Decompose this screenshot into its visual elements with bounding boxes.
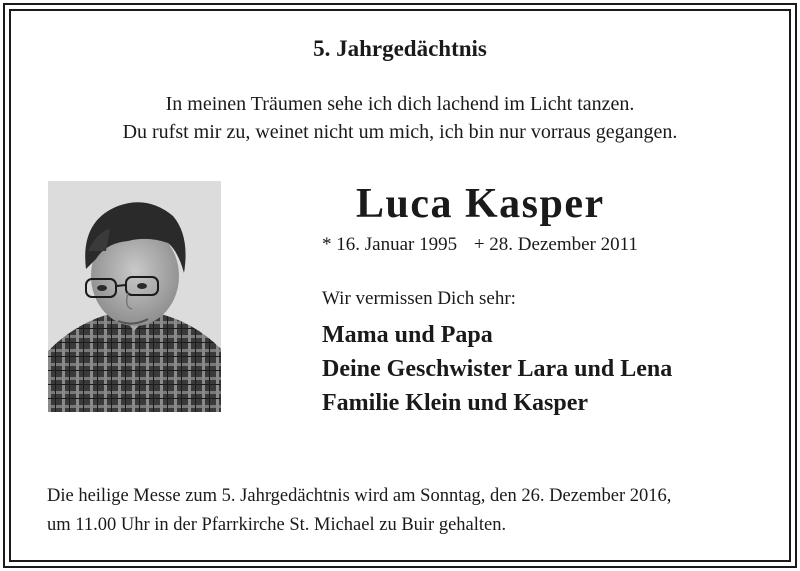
- verse-line: Du rufst mir zu, weinet nicht um mich, ich bin nur vorraus gegangen.: [122, 121, 678, 143]
- death-date: + 28. Dezember 2011: [473, 234, 638, 255]
- mourners-intro: Wir vermissen Dich sehr:: [322, 288, 516, 309]
- memorial-verse: [0, 90, 800, 146]
- birth-date: * 16. Januar 1995: [322, 234, 458, 255]
- mourner-line: Deine Geschwister Lara und Lena: [322, 356, 673, 382]
- mourners-list: [322, 318, 672, 420]
- mass-line: Die heilige Messe zum 5. Jahrgedächtnis wird am Sonntag, den 26. Dezember 2016,: [47, 486, 672, 506]
- mourner-line: Mama und Papa: [322, 322, 493, 348]
- deceased-name: Luca Kasper: [356, 181, 605, 227]
- verse-line: In meinen Träumen sehe ich dich lachend im Licht tanzen.: [165, 93, 635, 115]
- mourner-line: Familie Klein und Kasper: [322, 390, 589, 416]
- mass-announcement: [47, 482, 671, 540]
- portrait-photo: [48, 181, 221, 412]
- mass-line: um 11.00 Uhr in der Pfarrkirche St. Michael zu Buir gehalten.: [47, 515, 507, 535]
- notice-title: 5. Jahrgedächtnis: [313, 36, 487, 61]
- life-dates: [322, 234, 638, 256]
